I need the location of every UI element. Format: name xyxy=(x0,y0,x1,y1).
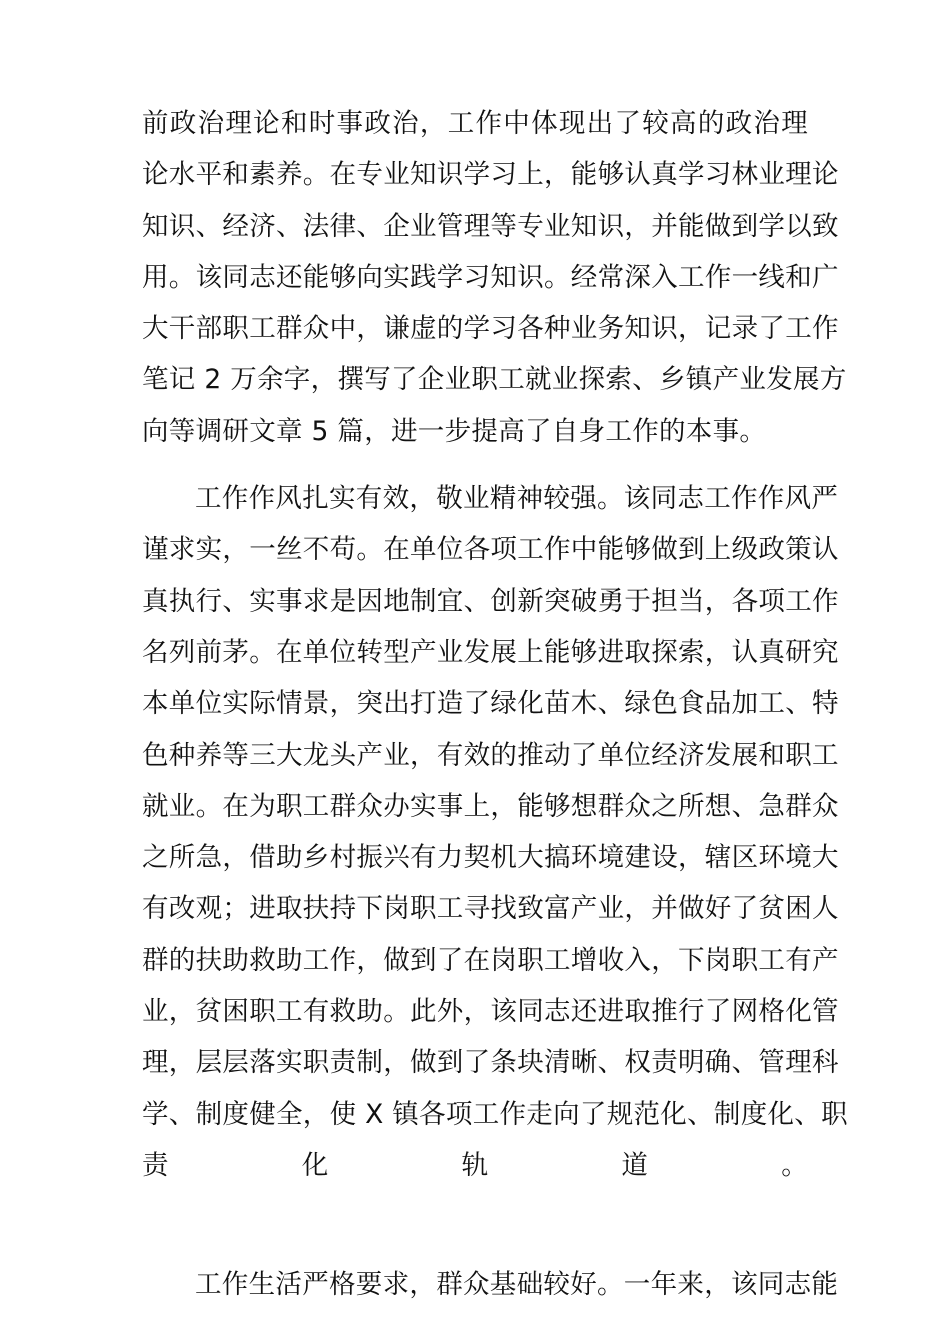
text-line: 业，贫困职工有救助。此外，该同志还进取推行了网格化管 xyxy=(142,996,839,1028)
text-line: 学、制度健全，使 X 镇各项工作走向了规范化、制度化、职 xyxy=(142,1098,848,1130)
text-line: 大干部职工群众中，谦虚的学习各种业务知识，记录了工作 xyxy=(142,313,839,345)
text-line: 之所急，借助乡村振兴有力契机大搞环境建设，辖区环境大 xyxy=(142,842,839,874)
text-line: 责化轨道。 xyxy=(142,1149,808,1181)
text-line: 有改观；进取扶持下岗职工寻找致富产业，并做好了贫困人 xyxy=(142,893,839,925)
paragraph-spacer xyxy=(142,457,808,473)
text-line: 前政治理论和时事政治，工作中体现出了较高的政治理 xyxy=(142,108,808,139)
text-line: 就业。在为职工群众办实事上，能够想群众之所想、急群众 xyxy=(142,790,839,822)
text-line: 名列前茅。在单位转型产业发展上能够进取探索，认真研究 xyxy=(142,636,839,668)
text-line: 知识、经济、法律、企业管理等专业知识，并能做到学以致 xyxy=(142,210,839,242)
document-page xyxy=(142,98,848,1310)
text-line: 本单位实际情景，突出打造了绿化苗木、绿色食品加工、特 xyxy=(142,688,839,720)
text-line: 群的扶助救助工作，做到了在岗职工增收入，下岗职工有产 xyxy=(142,944,839,976)
text-line: 色种养等三大龙头产业，有效的推动了单位经济发展和职工 xyxy=(142,739,839,771)
text-line: 笔记 2 万余字，撰写了企业职工就业探索、乡镇产业发展方 xyxy=(142,364,847,396)
text-line: 真执行、实事求是因地制宜、创新突破勇于担当，各项工作 xyxy=(142,585,839,617)
paragraph-1 xyxy=(142,98,847,457)
text-line xyxy=(142,1191,808,1242)
text-line: 工作生活严格要求，群众基础较好。一年来，该同志能 xyxy=(195,1268,839,1300)
text-line: 谨求实，一丝不苟。在单位各项工作中能够做到上级政策认 xyxy=(142,534,839,566)
text-line: 论水平和素养。在专业知识学习上，能够认真学习林业理论 xyxy=(142,159,839,191)
text-line: 工作作风扎实有效，敬业精神较强。该同志工作作风严 xyxy=(195,483,839,515)
text-line: 用。该同志还能够向实践学习知识。经常深入工作一线和广 xyxy=(142,261,839,293)
paragraph-3 xyxy=(142,1259,839,1310)
text-line: 向等调研文章 5 篇，进一步提高了自身工作的本事。 xyxy=(142,415,767,447)
text-line: 理，层层落实职责制，做到了条块清晰、权责明确、管理科 xyxy=(142,1047,839,1079)
paragraph-2 xyxy=(142,473,848,1242)
paragraph-spacer xyxy=(142,1243,808,1259)
